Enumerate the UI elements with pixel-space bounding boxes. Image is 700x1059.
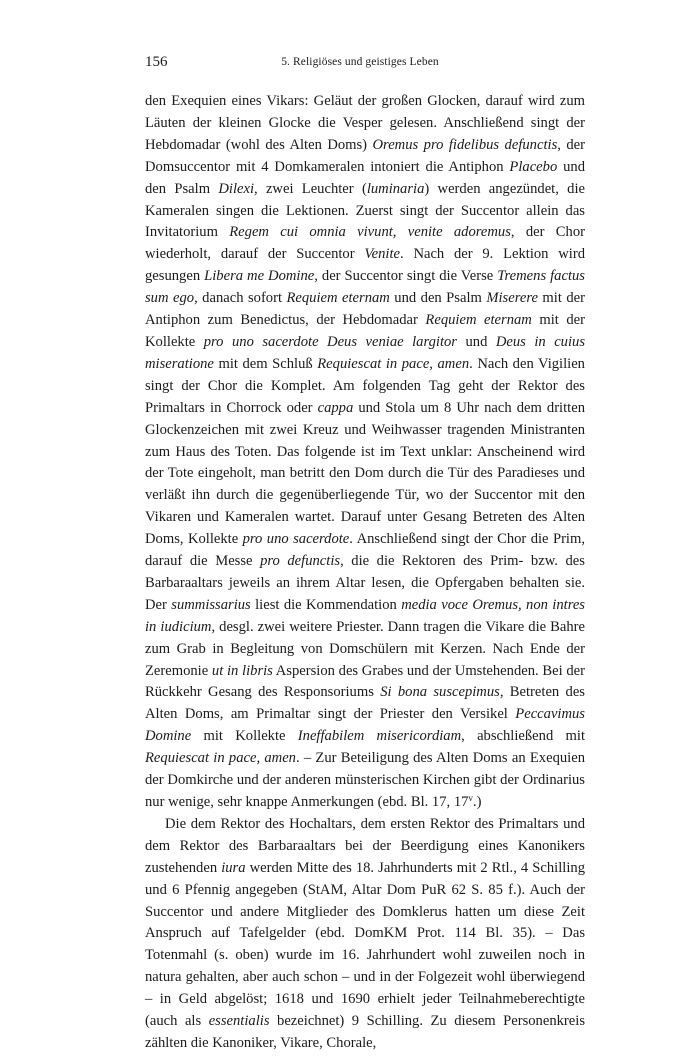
text-run: und <box>456 333 496 350</box>
text-run: mit der Kollekte <box>145 312 586 350</box>
latin-term: iura <box>221 859 246 876</box>
text-run: , abschließend mit <box>461 728 586 745</box>
text-run: Aspersion des Grabes und der Umstehenden. Bei der Rückkehr Gesang des Responsoriums <box>145 662 585 701</box>
latin-term: Requiem eternam <box>425 312 532 329</box>
text-run: mit dem Schluß <box>213 355 318 372</box>
text-run: , der Domsuccentor mit 4 Domkameralen intoniert die Antiphon <box>145 136 585 175</box>
text-run: , zwei Leuchter ( <box>254 180 367 197</box>
superscript-text: v <box>468 793 473 803</box>
text-run: , desgl. zwei weitere Priester. Dann tragen die Vikare die Bahre zum Grab in Begleitung von Domschülern mit Kerzen. Nach Ende der Zeremonie <box>145 618 585 679</box>
paragraph-2 <box>145 814 585 1055</box>
text-run: und den Psalm <box>145 158 585 197</box>
latin-term: pro uno sacerdote <box>242 531 350 548</box>
latin-term: Requiescat in pace, amen <box>145 750 296 767</box>
text-run: den Exequien eines Vikars: Geläut der großen Glocken, darauf wird zum Läuten der kleinen Glocke die Vesper gelesen. Anschließend singt der Hebdomadar (wohl des Alten Doms) <box>145 93 585 153</box>
latin-term: cappa <box>317 399 354 416</box>
text-run: .) <box>472 794 482 810</box>
latin-term: Dilexi <box>218 180 255 197</box>
latin-term: summissarius <box>171 596 251 613</box>
latin-term: Deus in cuius miseratione <box>145 333 585 372</box>
latin-term: Miserere <box>486 290 538 307</box>
latin-term: Libera me Domine <box>204 268 315 285</box>
text-run: , der Succentor singt die Verse <box>314 268 498 285</box>
text-run: mit der Antiphon zum Benedictus, der Hebdomadar <box>145 290 585 329</box>
text-run: liest die Kommendation <box>250 596 402 613</box>
latin-term: Tremens factus sum ego <box>145 268 585 307</box>
latin-term: Requiescat in pace, amen <box>317 355 470 372</box>
latin-term: pro defunctis <box>260 553 341 570</box>
paragraph-1 <box>145 91 585 814</box>
latin-term: luminaria <box>366 180 425 197</box>
latin-term: pro uno sacerdote Deus veniae largitor <box>203 333 457 350</box>
latin-term: Peccavimus Domine <box>145 706 585 745</box>
page-number: 156 <box>145 54 168 70</box>
latin-term: Venite <box>364 246 401 263</box>
text-run: . – Zur Beteiligung des Alten Doms an Exequien der Domkirche und der anderen münsterischen Kirchen gibt der Ordinarius nur wenige, sehr knappe Anmerkungen (ebd. Bl. 17, 17 <box>145 750 585 810</box>
text-run: . Anschließend singt der Chor die Prim, darauf die Messe <box>145 531 585 570</box>
latin-term: Requiem eternam <box>286 290 390 307</box>
text-run: ) werden angezündet, die Kameralen singen die Lektionen. Zuerst singt der Succentor allein das Invitatorium <box>145 180 585 241</box>
text-run: Die dem Rektor des Hochaltars, dem ersten Rektor des Primaltars und dem Rektor des Barbaraaltars bei der Beerdigung eines Kanonikers zustehenden <box>145 815 585 876</box>
text-run: und Stola um 8 Uhr nach dem dritten Glockenzeichen mit zwei Kreuz und Weihwasser tragenden Ministranten zum Haus des Toten. Das folgende ist im Text unklar: Anscheinend wird der Tote eingeholt, man betritt den Dom durch die Tür des Paradieses und verläßt ihn durch die gegenüberliegende Tür, wo der Succentor mit den Vikaren und Kameralen wartet. Darauf unter Gesang Betreten des Alten Doms, Kollekte <box>145 399 585 548</box>
latin-term: Placebo <box>509 158 558 175</box>
latin-term: Ineffabilem misericordiam <box>297 728 462 745</box>
latin-term: Oremus pro fidelibus defunctis <box>372 136 558 153</box>
text-run: werden Mitte des 18. Jahrhunderts mit 2 Rtl., 4 Schilling und 6 Pfennig angegeben (StAM, Altar Dom PuR 62 S. 85 f.). Auch der Succentor und andere Mitglieder des Domklerus hatten um diese Zeit Anspruch auf Tafelgelder (ebd. DomKM Prot. 114 Bl. 35). – Das Totenmahl (s. oben) wurde im 16. Jahrhundert wohl zuweilen noch in natura gehalten, aber auch schon – und in der Folgezeit wohl überwiegend – in Geld abgelöst; 1618 und 1690 erhielt jeder Teilnahmeberechtigte (auch als <box>145 859 585 1030</box>
text-run: mit Kollekte <box>191 728 298 745</box>
latin-term: media voce Oremus, non intres in iudicium <box>145 596 585 635</box>
text-run: und den Psalm <box>389 290 487 307</box>
running-title: 5. Religiöses und geistiges Leben <box>281 56 439 68</box>
text-run: , Betreten des Alten Doms, am Primaltar singt der Priester den Versikel <box>145 684 585 723</box>
page-header <box>145 52 575 72</box>
text-run: bezeichnet) 9 Schilling. Zu diesem Personenkreis zählten die Kanoniker, Vikare, Chorale, <box>145 1013 585 1051</box>
latin-term: Regem cui omnia vivunt, venite adoremus <box>229 224 511 241</box>
latin-term: ut in libris <box>211 662 273 679</box>
text-run: . Nach den Vigilien singt der Chor die Komplet. Am folgenden Tag geht der Rektor des Primaltars in Chorrock oder <box>145 355 585 416</box>
text-run: . Nach der 9. Lektion wird gesungen <box>145 246 585 285</box>
latin-term: essentialis <box>208 1013 270 1030</box>
text-run: , die die Rektoren des Prim- bzw. des Barbaraaltars jeweils an ihrem Altar lesen, die Opfergaben behalten sie. Der <box>145 553 585 613</box>
text-run: , der Chor wiederholt, darauf der Succentor <box>145 224 585 263</box>
latin-term: Si bona suscepimus <box>380 684 500 701</box>
body-text <box>145 91 585 1055</box>
text-run: , danach sofort <box>194 290 287 307</box>
